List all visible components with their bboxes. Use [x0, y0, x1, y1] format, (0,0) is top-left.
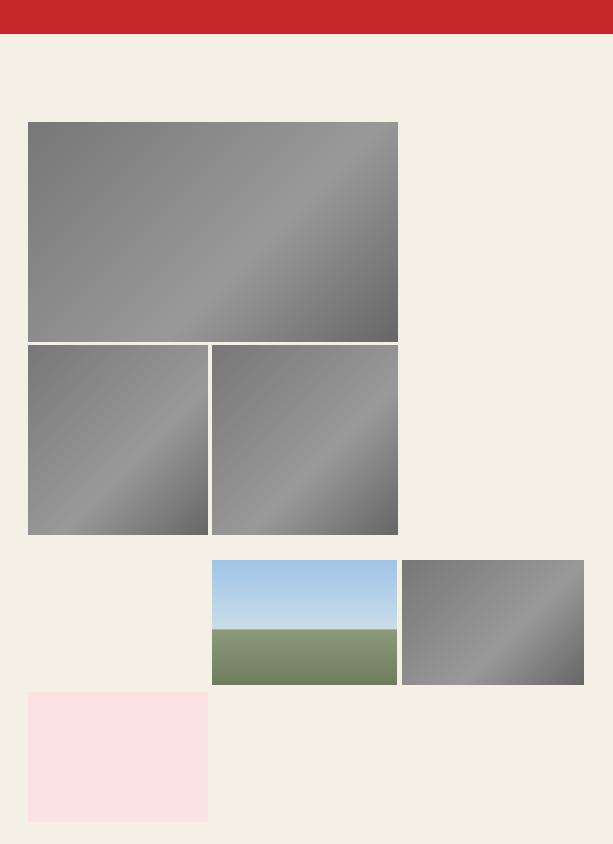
article-body [404, 122, 584, 542]
main-photo [28, 122, 398, 342]
lower-article-body [212, 755, 582, 825]
classroom-photo [402, 560, 584, 685]
secondary-photo [212, 345, 398, 535]
outdoor-photo [212, 560, 397, 685]
sidebar-block [28, 692, 208, 822]
page-banner [0, 0, 613, 34]
secondary-photo [28, 345, 208, 535]
